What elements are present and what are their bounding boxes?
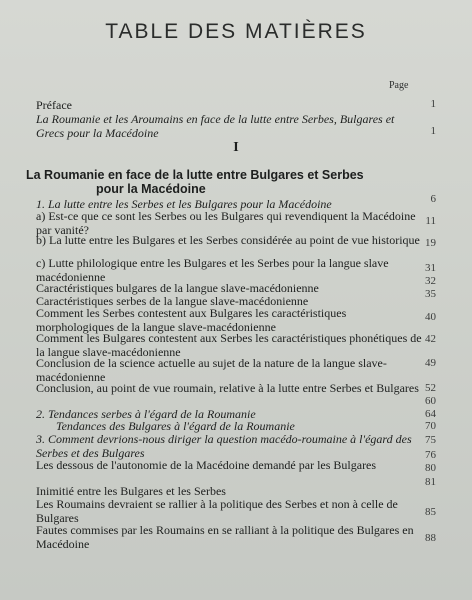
toc-entry-text: a) Est-ce que ce sont les Serbes ou les Bulgares qui revendiquent la Macédoine par vanité? — [36, 209, 416, 237]
section-heading — [26, 168, 436, 196]
toc-entry-text: Caractéristiques bulgares de la langue slave-macédonienne — [36, 281, 319, 295]
toc-entry-page: 11 — [425, 215, 436, 227]
toc-entry-page: 42 — [425, 333, 436, 345]
toc-entry — [36, 458, 422, 472]
toc-entry-page: 35 — [425, 288, 436, 300]
toc-entry-text: Les Roumains devraient se rallier à la politique des Serbes et non à celle de Bulgares — [36, 497, 398, 525]
section-heading-line-2: pour la Macédoine — [96, 182, 206, 196]
toc-entry-page: 40 — [425, 311, 436, 323]
toc-entry — [36, 306, 422, 334]
toc-entry-page: 81 — [425, 476, 436, 488]
toc-entry-page: 85 — [425, 506, 436, 518]
toc-entry-text: c) Lutte philologique entre les Bulgares et les Serbes pour la langue slave macédonienne — [36, 256, 389, 284]
toc-entry-page: 70 — [425, 420, 436, 432]
toc-entry-page: 80 — [425, 462, 436, 474]
toc-entry-page: 64 — [425, 408, 436, 420]
toc-entry-text: 1. La lutte entre les Serbes et les Bulgares pour la Macédoine — [36, 197, 332, 211]
toc-entry — [36, 381, 422, 395]
toc-entry — [36, 432, 422, 460]
toc-entry-text: Comment les Serbes contestent aux Bulgares les caractéristiques morphologiques de la langue slave-macédonienne — [36, 306, 347, 334]
page-title: TABLE DES MATIÈRES — [105, 20, 367, 43]
toc-entry-intro — [36, 112, 422, 140]
toc-entry-page: 6 — [430, 193, 436, 205]
toc-entry — [36, 419, 422, 433]
toc-entry-text: Fautes commises par les Roumains en se ralliant à la politique des Bulgares en Macédoine — [36, 523, 414, 551]
toc-entry-text: Caractéristiques serbes de la langue slave-macédonienne — [36, 294, 309, 308]
toc-entry-page: 52 — [425, 382, 436, 394]
toc-entry-text: Tendances des Bulgares à l'égard de la Roumanie — [56, 419, 295, 433]
toc-entry-text: Inimitié entre les Bulgares et les Serbes — [36, 484, 226, 498]
toc-entry — [36, 233, 422, 247]
toc-entry-text: La Roumanie et les Aroumains en face de la lutte entre Serbes, Bulgares et Grecs pour la Macédoine — [36, 112, 395, 140]
toc-entry — [36, 331, 422, 359]
toc-entry-text: b) La lutte entre les Bulgares et les Serbes considérée au point de vue historique — [36, 233, 420, 247]
toc-entry-page: 88 — [425, 532, 436, 544]
toc-entry-page: 19 — [425, 237, 436, 249]
toc-entry-text: 3. Comment devrions-nous diriger la question macédo-roumaine à l'égard des Serbes et des Bulgares — [36, 432, 412, 460]
toc-entry-preface — [36, 98, 422, 112]
toc-entry-page: 1 — [430, 98, 436, 110]
toc-entry-page: 49 — [425, 357, 436, 369]
toc-entry-page: 1 — [430, 125, 436, 137]
toc-entry-page: 75 — [425, 434, 436, 446]
toc-entry-text: Conclusion de la science actuelle au sujet de la nature de la langue slave-macédonienne — [36, 356, 387, 384]
toc-entry-page: 76 — [425, 449, 436, 461]
toc-entry — [36, 484, 422, 498]
toc-entry — [36, 523, 422, 551]
toc-entry-page: 32 — [425, 275, 436, 287]
toc-entry — [36, 256, 422, 284]
toc-entry — [36, 281, 422, 295]
section-heading-line-1: La Roumanie en face de la lutte entre Bulgares et Serbes — [26, 168, 364, 182]
toc-entry — [36, 356, 422, 384]
toc-entry-text: Préface — [36, 98, 72, 112]
toc-entry-text: Les dessous de l'autonomie de la Macédoine demandé par les Bulgares — [36, 458, 377, 472]
page-column-header: Page — [389, 80, 409, 91]
toc-entry-text: Comment les Bulgares contestent aux Serbes les caractéristiques phonétiques de la langue slave-macédonienne — [36, 331, 422, 359]
toc-entry-page: 60 — [425, 395, 436, 407]
toc-entry — [36, 497, 422, 525]
chapter-numeral: I — [233, 140, 239, 155]
toc-entry-text: Conclusion, au point de vue roumain, relative à la lutte entre Serbes et Bulgares — [36, 381, 419, 395]
toc-entry-page: 31 — [425, 262, 436, 274]
toc-entry-text: 2. Tendances serbes à l'égard de la Roumanie — [36, 407, 256, 421]
